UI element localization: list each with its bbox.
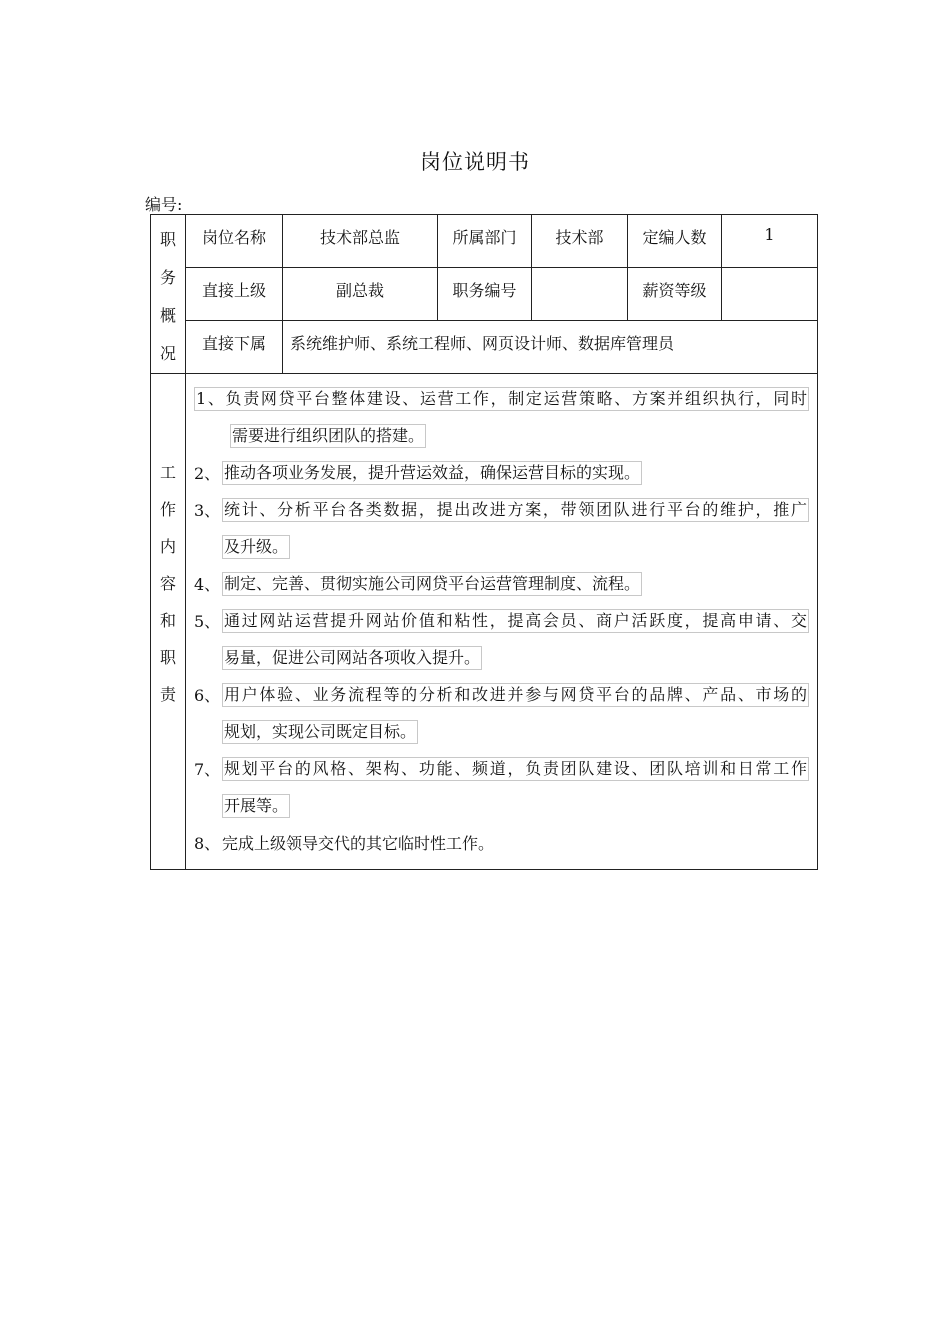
duty-item: 7、 规划平台的风格、架构、功能、频道，负责团队建设、团队培训和日常工作 开展等。 [194,750,809,824]
direct-superior-label: 直接上级 [186,268,283,321]
direct-subordinates-value: 系统维护师、系统工程师、网页设计师、数据库管理员 [283,321,818,374]
overview-row-3 [151,321,818,374]
job-description-table [150,214,818,870]
headcount-value: 1 [722,215,818,268]
duty-item: 4、 制定、完善、贯彻实施公司网贷平台运营管理制度、流程。 [194,573,641,594]
document-title: 岗位说明书 [420,150,530,174]
overview-row-1 [151,215,818,268]
job-code-value [532,268,628,321]
overview-row-2 [151,268,818,321]
duty-item: 2、 推动各项业务发展，提升营运效益，确保运营目标的实现。 [194,462,641,483]
duty-item: 6、 用户体验、业务流程等的分析和改进并参与网贷平台的品牌、产品、市场的 规划，实现公司既定目标。 [194,676,809,750]
position-name-value: 技术部总监 [283,215,438,268]
position-name-label: 岗位名称 [186,215,283,268]
duties-list [186,374,818,870]
direct-subordinates-label: 直接下属 [186,321,283,374]
duty-item: 3、 统计、分析平台各类数据，提出改进方案，带领团队进行平台的维护，推广 及升级。 [194,491,809,565]
department-value: 技术部 [532,215,628,268]
salary-grade-value [722,268,818,321]
overview-side-label: 职 务 概 况 [151,215,186,374]
headcount-label: 定编人数 [628,215,722,268]
duties-row [151,374,818,870]
duties-side-label: 工 作 内 容 和 职 责 [151,374,186,870]
document-number-label: 编号: [145,195,183,214]
salary-grade-label: 薪资等级 [628,268,722,321]
duty-item: 8、 完成上级领导交代的其它临时性工作。 [194,834,495,853]
job-code-label: 职务编号 [438,268,532,321]
duty-item: 1、负责网贷平台整体建设、运营工作，制定运营策略、方案并组织执行，同时 需要进行组织团队的搭建。 [194,380,809,454]
direct-superior-value: 副总裁 [283,268,438,321]
department-label: 所属部门 [438,215,532,268]
duty-item: 5、 通过网站运营提升网站价值和粘性，提高会员、商户活跃度，提高申请、交 易量，促进公司网站各项收入提升。 [194,602,809,676]
